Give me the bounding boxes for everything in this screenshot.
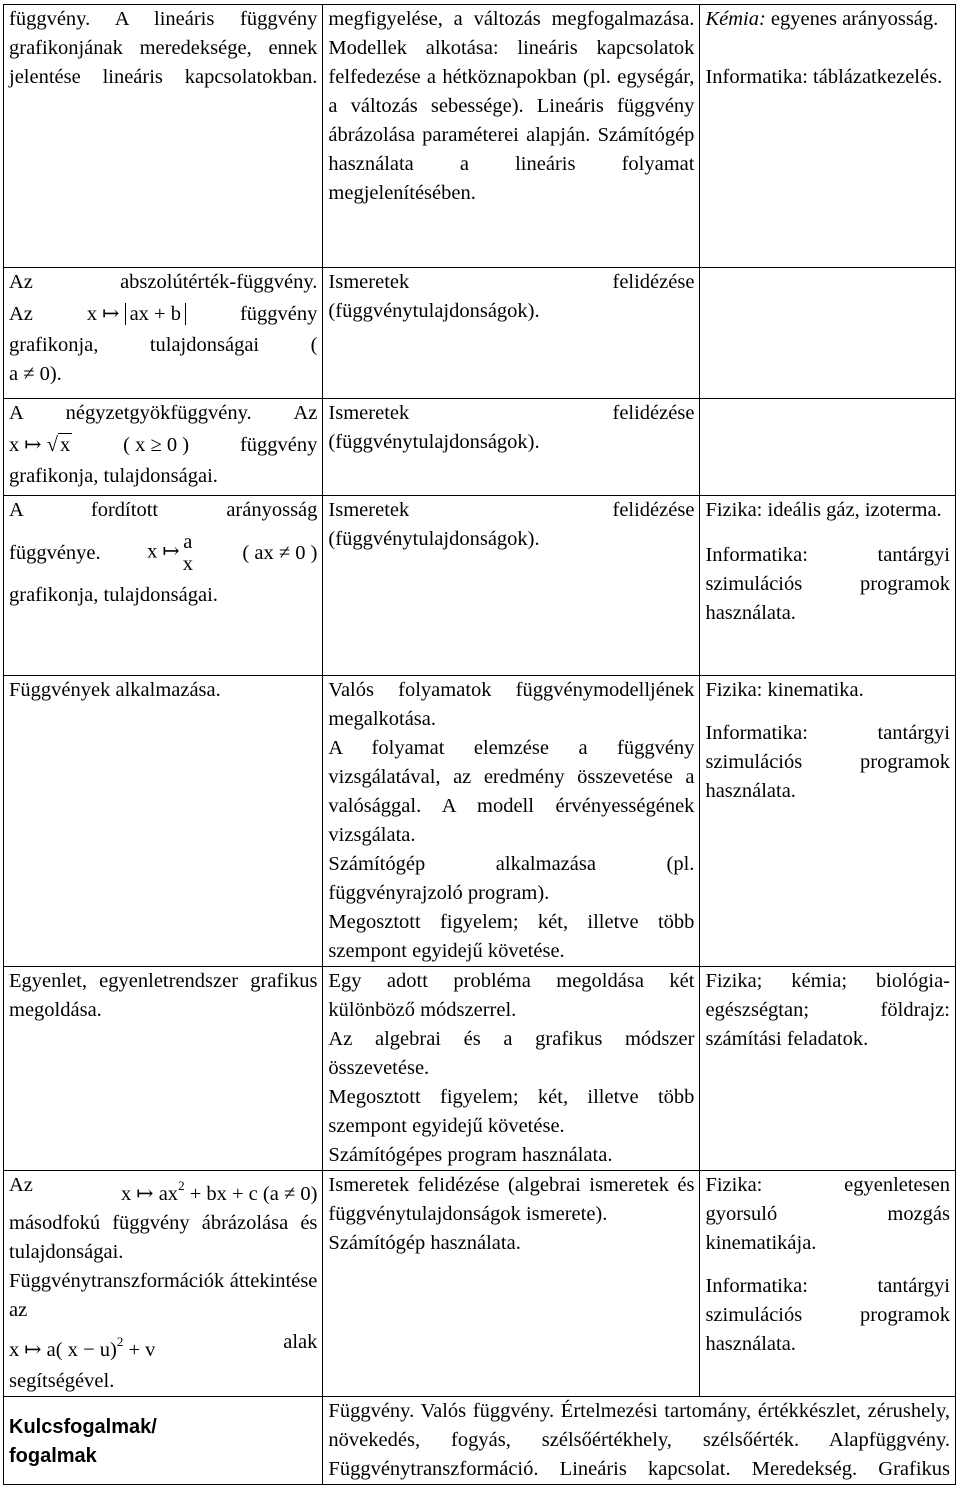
- link-cell: [700, 268, 956, 399]
- activity-cell: [323, 496, 700, 676]
- topic-text: Az abszolútérték-függvény.: [9, 271, 318, 293]
- sqrt-formula: x ↦ √x: [9, 434, 71, 456]
- reciprocal-formula: x ↦ a x: [147, 531, 193, 575]
- activity-text: Ismeretek felidézése (függvénytulajdonságok).: [328, 402, 695, 453]
- curriculum-table: [3, 4, 956, 1485]
- topic-cell: [4, 967, 323, 1171]
- activity-text: Számítógép alkalmazása (pl. függvényrajzoló program).: [328, 853, 695, 904]
- vertex-formula: x ↦ a( x − u)$^2$ + v: [9, 1334, 156, 1361]
- activity-cell: [323, 268, 700, 399]
- topic-cell: [4, 496, 323, 676]
- topic-text: A négyzetgyökfüggvény. Az: [9, 402, 318, 424]
- key-concepts-cell: [323, 1397, 956, 1485]
- quadratic-formula: x ↦ $ax^2$ + bx + c (a ≠ 0): [121, 1178, 318, 1205]
- link-cell: [700, 1171, 956, 1397]
- link-cell: [700, 967, 956, 1171]
- topic-text: segítségével.: [9, 1370, 115, 1392]
- activity-text: Megosztott figyelem; két, illetve több szempont egyidejű követése.: [328, 911, 695, 962]
- activity-text: Megosztott figyelem; két, illetve több szempont egyidejű követése.: [328, 1086, 695, 1137]
- link-text: Fizika: egyenletesen gyorsuló mozgás kinematikája.: [705, 1174, 950, 1254]
- table-row: [4, 967, 956, 1171]
- topic-cell: [4, 268, 323, 399]
- key-concepts-label: Kulcsfogalmak/ fogalmak: [4, 1397, 323, 1485]
- table-row: [4, 399, 956, 496]
- activity-cell: [323, 1171, 700, 1397]
- topic-text: Függvénytranszformációk áttekintése az: [9, 1270, 318, 1321]
- link-text: egyenes arányosság.: [765, 8, 939, 30]
- link-cell: [700, 5, 956, 268]
- condition-text: a ≠ 0).: [9, 363, 62, 385]
- link-text: Informatika: tantárgyi szimulációs programok használata.: [705, 1275, 950, 1355]
- abs-formula: x ↦ ax + b: [87, 297, 186, 331]
- table-row: [4, 496, 956, 676]
- link-text: Informatika: tantárgyi szimulációs programok használata.: [705, 722, 950, 802]
- topic-text: Egyenlet, egyenletrendszer grafikus megoldása.: [9, 970, 318, 1021]
- activity-text: megfigyelése, a változás megfogalmazása. Modellek alkotása: lineáris kapcsolatok felfedezése a hétköznapokban (pl. egységár, a változás sebessége). Lineáris függvény ábrázolása paraméterei alapján. Számítógép használata a lineáris folyamat megjelenítésében.: [328, 8, 695, 204]
- link-text: Informatika: tantárgyi szimulációs programok használata.: [705, 544, 950, 624]
- activity-text: Ismeretek felidézése (algebrai ismeretek és függvénytulajdonságok ismerete).: [328, 1174, 695, 1225]
- subject-label: Kémia:: [705, 8, 766, 30]
- formula-line: Az x ↦ $ax^2$ + bx + c (a ≠ 0): [9, 1171, 317, 1209]
- topic-cell: [4, 399, 323, 496]
- topic-cell: [4, 676, 323, 967]
- topic-text: másodfokú függvény ábrázolása és tulajdonságai.: [9, 1212, 318, 1263]
- activity-text: A folyamat elemzése a függvény vizsgálatával, az eredmény összevetése a valósággal. A modell érvényességének vizsgálata.: [328, 737, 695, 846]
- topic-text: grafikonja, tulajdonságai.: [9, 584, 218, 606]
- link-text: Fizika: ideális gáz, izoterma.: [705, 499, 942, 521]
- activity-cell: [323, 967, 700, 1171]
- activity-text: Egy adott probléma megoldása két különböző módszerrel.: [328, 970, 695, 1021]
- link-cell: [700, 496, 956, 676]
- formula-line: x ↦ √x ( x ≥ 0 ) függvény: [9, 428, 317, 462]
- topic-text: grafikonja, tulajdonságai.: [9, 465, 218, 487]
- table-row: [4, 268, 956, 399]
- activity-cell: [323, 5, 700, 268]
- topic-cell: [4, 5, 323, 268]
- activity-cell: [323, 399, 700, 496]
- link-text: Informatika: táblázatkezelés.: [705, 66, 943, 88]
- formula-line: x ↦ a( x − u)$^2$ + v alak: [9, 1325, 317, 1367]
- topic-text: függvény. A lineáris függvény grafikonjának meredeksége, ennek jelentése lineáris kapcsolatokban.: [9, 8, 318, 88]
- key-concepts-text: Függvény. Valós függvény. Értelmezési tartomány, értékkészlet, zérushely, növekedés, fogyás, szélsőértékhely, szélsőérték. Alapfüggvény. Függvénytranszformáció. Lineáris kapcsolat. Meredekség. Grafikus: [328, 1400, 950, 1480]
- activity-text: Számítógép használata.: [328, 1232, 521, 1254]
- topic-cell: [4, 1171, 323, 1397]
- table-row: [4, 1171, 956, 1397]
- activity-cell: [323, 676, 700, 967]
- formula-line: függvénye. x ↦ a x ( ax ≠ 0 ): [9, 531, 318, 575]
- topic-text: Függvények alkalmazása.: [9, 679, 221, 701]
- activity-text: Az algebrai és a grafikus módszer összevetése.: [328, 1028, 695, 1079]
- topic-text: A fordított arányosság: [9, 499, 318, 521]
- key-concepts-row: [4, 1397, 956, 1485]
- activity-text: Valós folyamatok függvénymodelljének megalkotása.: [328, 679, 695, 730]
- activity-text: Számítógépes program használata.: [328, 1144, 613, 1166]
- link-cell: [700, 399, 956, 496]
- formula-line: Az x ↦ ax + b függvény: [9, 297, 317, 331]
- activity-text: Ismeretek felidézése (függvénytulajdonságok).: [328, 499, 695, 550]
- topic-text: grafikonja, tulajdonságai (: [9, 334, 318, 356]
- table-row: [4, 676, 956, 967]
- link-text: Fizika; kémia; biológia-egészségtan; földrajz: számítási feladatok.: [705, 970, 950, 1050]
- table-row: [4, 5, 956, 268]
- activity-text: Ismeretek felidézése (függvénytulajdonságok).: [328, 271, 695, 322]
- link-cell: [700, 676, 956, 967]
- link-text: Fizika: kinematika.: [705, 679, 864, 701]
